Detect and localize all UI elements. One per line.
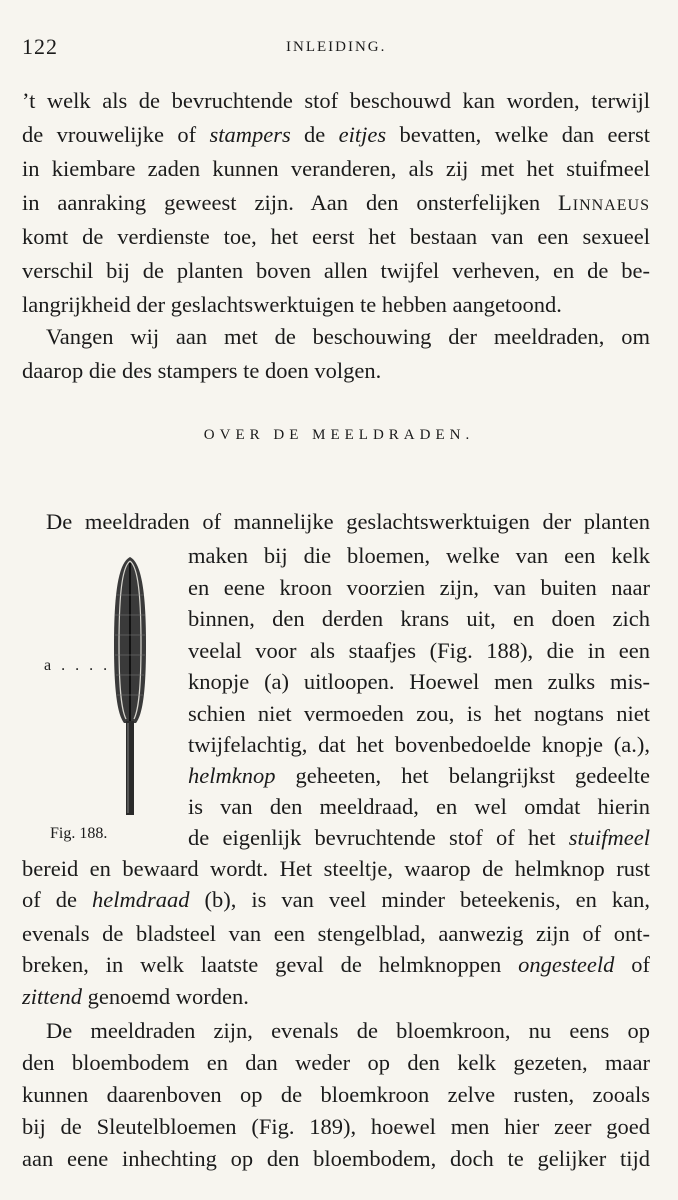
- term-eitjes: eitjes: [338, 122, 387, 147]
- text-line: den bloembodem en dan weder op den kelk gezeten, maar: [22, 1050, 650, 1075]
- text-line: en eene kroon voorzien zijn, van buiten naar: [188, 575, 650, 600]
- text-line: kunnen daarenboven op de bloemkroon zelve rusten, zooals: [22, 1082, 650, 1107]
- text-line: langrijkheid der geslachtswerktuigen te hebben aangetoond.: [22, 292, 562, 317]
- text-line: helmknop geheeten, het belangrijkst gedeelte: [188, 763, 650, 788]
- text-line: Vangen wij aan met de beschouwing der meeldraden, om: [46, 324, 650, 349]
- text-line: aan eene inhechting op den bloembodem, doch te gelijker tijd: [22, 1146, 650, 1171]
- term-stampers: stampers: [209, 122, 291, 147]
- text-line: knopje (a) uitloopen. Hoewel men zulks mis-: [188, 669, 650, 694]
- term-ongesteeld: ongesteeld: [518, 952, 615, 977]
- term-helmdraad: helmdraad: [91, 887, 190, 912]
- text-line: veelal voor als staafjes (Fig. 188), die in een: [188, 638, 650, 663]
- text-line: daarop die des stampers te doen volgen.: [22, 358, 382, 383]
- stamen-illustration: [110, 555, 150, 817]
- term-zittend: zittend: [22, 984, 82, 1009]
- text-line: zittend genoemd worden.: [22, 984, 249, 1009]
- text-line: maken bij die bloemen, welke van een kelk: [188, 543, 650, 568]
- page-number: 122: [22, 34, 58, 59]
- text-line: binnen, den derden krans uit, en doen zich: [188, 606, 650, 631]
- figure-label-a: a . . . .: [44, 657, 111, 674]
- text-line: de vrouwelijke of stampers de eitjes bevatten, welke dan eerst: [22, 122, 650, 147]
- text-line: De meeldraden of mannelijke geslachtswerktuigen der planten: [46, 509, 650, 534]
- name-linnaeus: Linnaeus: [558, 190, 650, 215]
- text-line: twijfelachtig, dat het bovenbedoelde knopje (a.),: [188, 732, 650, 757]
- text-line: is van den meeldraad, en wel omdat hierin: [188, 794, 650, 819]
- text-line: of de helmdraad (b), is van veel minder beteekenis, en kan,: [22, 887, 650, 912]
- text-line: komt de verdienste toe, het eerst het bestaan van een sexueel: [22, 224, 650, 249]
- text-line: evenals de bladsteel van een stengelblad, aanwezig zijn of ont-: [22, 921, 650, 946]
- text-line: in aanraking geweest zijn. Aan den onsterfelijken Linnaeus: [22, 190, 650, 215]
- section-heading: OVER DE MEELDRADEN.: [203, 427, 475, 443]
- term-stuifmeel: stuifmeel: [568, 825, 650, 850]
- text-line: De meeldraden zijn, evenals de bloemkroon, nu eens op: [46, 1018, 650, 1043]
- text-line: ’t welk als de bevruchtende stof beschouwd kan worden, terwijl: [22, 88, 650, 113]
- text-line: bij de Sleutelbloemen (Fig. 189), hoewel men hier zeer goed: [22, 1114, 650, 1139]
- running-title: INLEIDING.: [286, 39, 387, 55]
- figure-caption: Fig. 188.: [50, 825, 108, 842]
- text-line: de eigenlijk bevruchtende stof of het stuifmeel: [188, 825, 650, 850]
- text-line: bereid en bewaard wordt. Het steeltje, waarop de helmknop rust: [22, 856, 650, 881]
- text-line: verschil bij de planten boven allen twijfel verheven, en de be-: [22, 258, 650, 283]
- text-line: in kiembare zaden kunnen veranderen, als zij met het stuifmeel: [22, 156, 650, 181]
- term-helmknop: helmknop: [188, 763, 276, 788]
- text-line: breken, in welk laatste geval de helmknoppen ongesteeld of: [22, 952, 650, 977]
- text-line: schien niet vermoeden zou, is het nogtans niet: [188, 701, 650, 726]
